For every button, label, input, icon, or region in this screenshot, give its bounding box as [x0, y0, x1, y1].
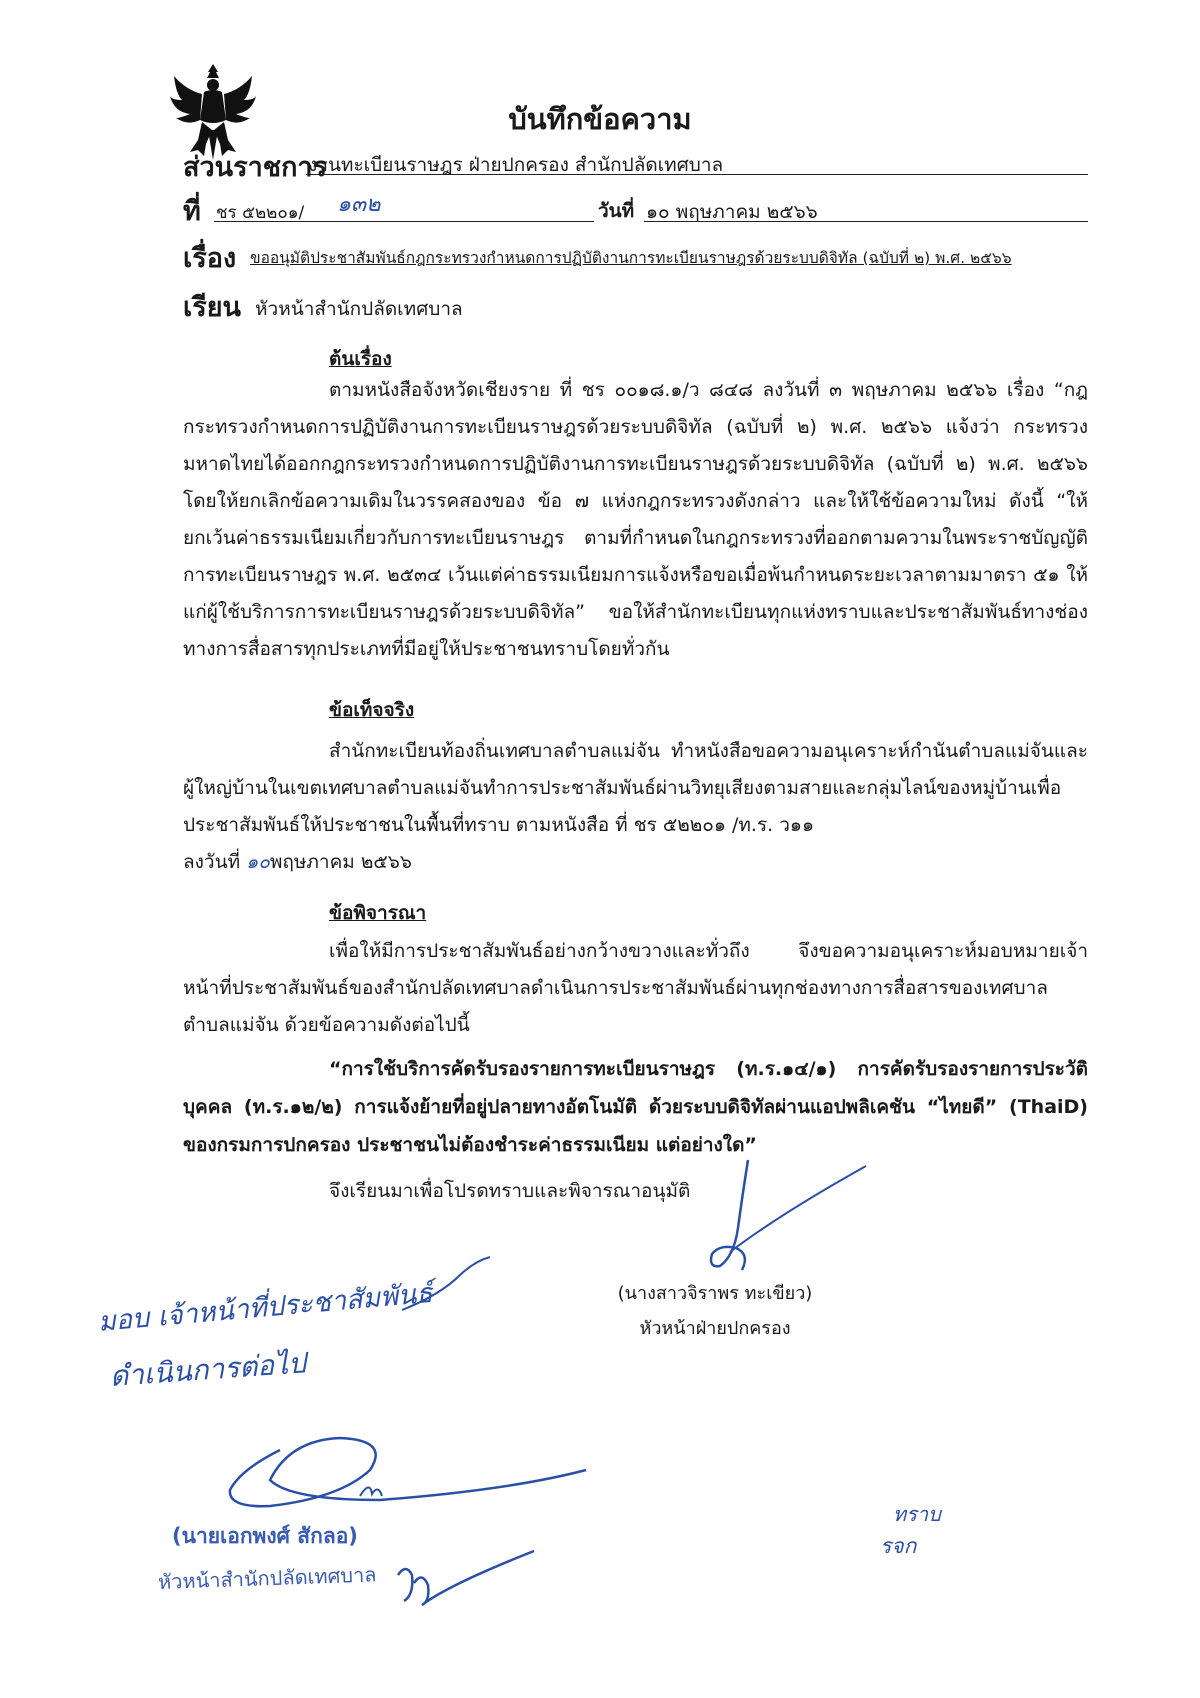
consider-paragraph: เพื่อให้มีการประชาสัมพันธ์อย่างกว้างขวางและทั่วถึง จึงขอความอนุเคราะห์มอบหมายเจ้าหน้าที่ประชาสัมพันธ์ของสำนักปลัดเทศบาลดำเนินการประชาสัมพันธ์ผ่านทุกช่องทางการสื่อสารของเทศบาลตำบลแม่จัน ด้วยข้อความดังต่อไปนี้	[183, 940, 1088, 1036]
number-value: ชร ๕๒๒๐๑/	[216, 203, 305, 223]
facts-date-line	[183, 844, 412, 881]
subject-label: เรื่อง	[183, 243, 237, 274]
acknowledge-note-2: รจก	[880, 1534, 917, 1558]
approver-stamp-name: (นายเอกพงศ์ สักลอ)	[172, 1524, 358, 1548]
facts-heading: ข้อเท็จจริง	[329, 699, 415, 721]
note-flourish	[400, 1255, 500, 1315]
date-label: วันที่	[598, 200, 635, 222]
facts-paragraph: สำนักทะเบียนท้องถิ่นเทศบาลตำบลแม่จัน ทำหนังสือขอความอนุเคราะห์กำนันตำบลแม่จันและผู้ใหญ่บ้านในเขตเทศบาลตำบลแม่จันทำการประชาสัมพันธ์ผ่านวิทยุเสียงตามสายและกลุ่มไลน์ของหมู่บ้านเพื่อประชาสัมพันธ์ให้ประชาชนในพื้นที่ทราบ ตามหนังสือ ที่ ชร ๕๒๒๐๑ /ท.ร. ว๑๑	[183, 740, 1088, 836]
facts-date-prefix: ลงวันที่	[183, 851, 241, 873]
date-underline	[644, 221, 1088, 222]
agency-underline	[306, 174, 1088, 175]
approver-handwritten-note-1: มอบ เจ้าหน้าที่ประชาสัมพันธ์	[96, 1277, 434, 1338]
memo-title: บันทึกข้อความ	[508, 102, 692, 136]
subject-value: ขออนุมัติประชาสัมพันธ์กฎกระทรวงกำหนดการปฏิบัติงานการทะเบียนราษฎรด้วยระบบดิจิทัล (ฉบับที่ ๒) พ.ศ. ๒๕๖๖	[250, 249, 1012, 267]
date-value: ๑๐ พฤษภาคม ๒๕๖๖	[646, 201, 818, 223]
approver-stamp-position: หัวหน้าสำนักปลัดเทศบาล	[157, 1562, 377, 1594]
approver-initials	[388, 1545, 538, 1610]
background-paragraph: ตามหนังสือจังหวัดเชียงราย ที่ ชร ๐๐๑๘.๑/ว ๘๔๘ ลงวันที่ ๓ พฤษภาคม ๒๕๖๖ เรื่อง “กฎกระทรวงกำหนดการปฏิบัติงานการทะเบียนราษฎรด้วยระบบดิจิทัล (ฉบับที่ ๒) พ.ศ. ๒๕๖๖ แจ้งว่า กระทรวงมหาดไทยได้ออกกฎกระทรวงกำหนดการปฏิบัติงานการทะเบียนราษฎรด้วยระบบดิจิทัล (ฉบับที่ ๒) พ.ศ. ๒๕๖๖ โดยให้ยกเลิกข้อความเดิมในวรรคสองของ ข้อ ๗ แห่งกฎกระทรวงดังกล่าว และให้ใช้ข้อความใหม่ ดังนี้ “ให้ยกเว้นค่าธรรมเนียมเกี่ยวกับการทะเบียนราษฎร ตามที่กำหนดในกฎกระทรวงที่ออกตามความในพระราชบัญญัติการทะเบียนราษฎร พ.ศ. ๒๕๓๔ เว้นแต่ค่าธรรมเนียมการแจ้งหรือขอเมื่อพ้นกำหนดระยะเวลาตามมาตรา ๕๑ ให้แก่ผู้ใช้บริการการทะเบียนราษฎรด้วยระบบดิจิทัล” ขอให้สำนักทะเบียนทุกแห่งทราบและประชาสัมพันธ์ทางช่องทางการสื่อสารทุกประเภทที่มีอยู่ให้ประชาชนทราบโดยทั่วกัน	[183, 379, 1088, 660]
agency-label: ส่วนราชการ	[183, 152, 328, 183]
number-underline	[214, 221, 594, 222]
facts-date-suffix: พฤษภาคม ๒๕๖๖	[269, 851, 412, 873]
background-heading: ต้นเรื่อง	[329, 348, 392, 370]
acknowledge-note-1: ทราบ	[893, 1502, 941, 1526]
number-handwritten: ๑๓๒	[337, 192, 381, 217]
agency-value: งานทะเบียนราษฎร ฝ่ายปกครอง สำนักปลัดเทศบาล	[308, 154, 724, 176]
facts-date-handwritten: ๑๐	[246, 851, 270, 873]
closing-text: จึงเรียนมาเพื่อโปรดทราบและพิจารณาอนุมัติ	[329, 1180, 691, 1202]
consider-heading: ข้อพิจารณา	[329, 902, 427, 924]
signatory-position: หัวหน้าฝ่ายปกครอง	[639, 1318, 791, 1339]
approver-handwritten-note-2: ดำเนินการต่อไป	[108, 1346, 307, 1393]
quote-paragraph: “การใช้บริการคัดรับรองรายการทะเบียนราษฎร (ท.ร.๑๔/๑) การคัดรับรองรายการประวัติบุคคล (ท.ร.๑๒/๒) การแจ้งย้ายที่อยู่ปลายทางอัตโนมัติ ด้วยระบบดิจิทัลผ่านแอปพลิเคชัน “ไทยดี” (ThaiD) ของกรมการปกครอง ประชาชนไม่ต้องชำระค่าธรรมเนียม แต่อย่างใด”	[183, 1058, 1088, 1156]
to-label: เรียน	[183, 292, 242, 323]
signatory-name: (นางสาวจิราพร ทะเขียว)	[617, 1283, 813, 1304]
number-label: ที่	[183, 196, 201, 227]
to-value: หัวหน้าสำนักปลัดเทศบาล	[255, 298, 463, 320]
approver-signature	[210, 1410, 590, 1520]
signatory-signature	[690, 1158, 870, 1278]
